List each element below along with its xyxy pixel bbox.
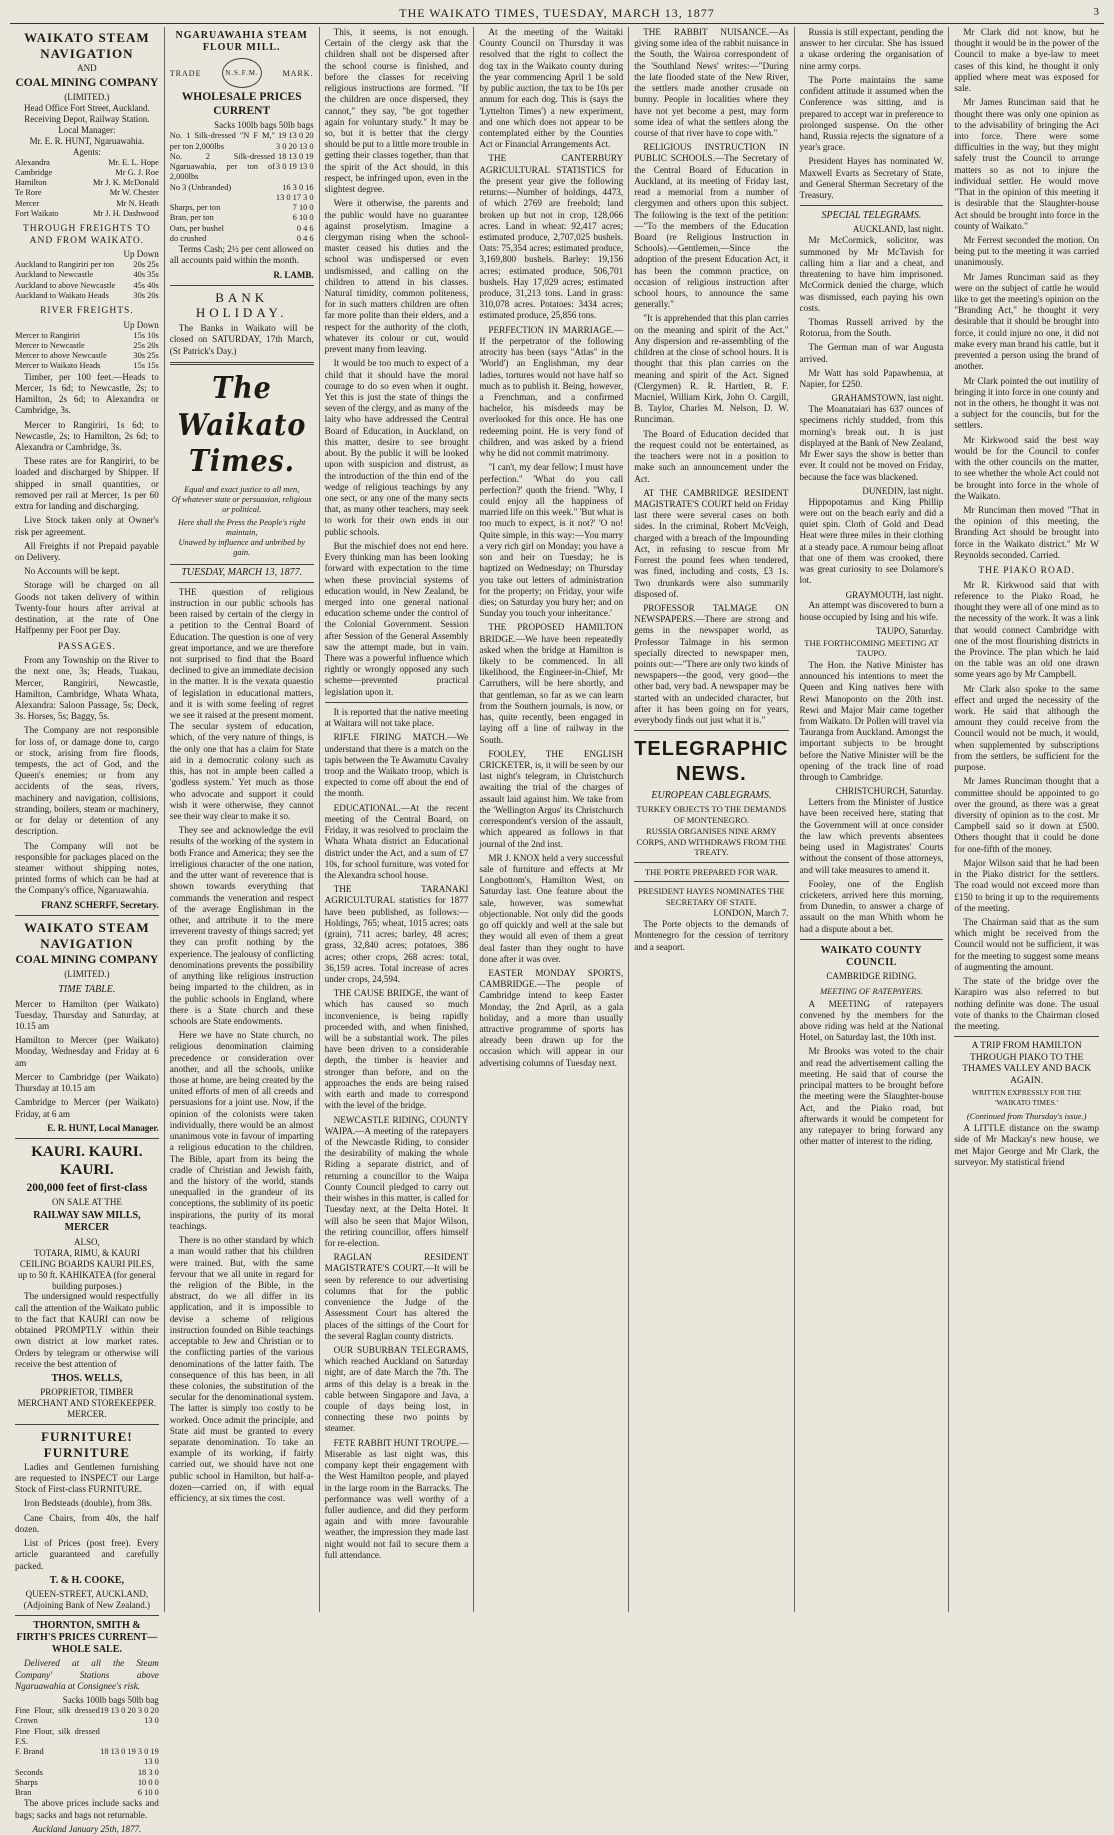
product: Seconds xyxy=(15,1767,43,1777)
table-row xyxy=(170,152,314,183)
live-stock-note: Live Stock taken only at Owner's risk per agreement. xyxy=(15,515,159,537)
time-table-title: TIME TABLE. xyxy=(58,984,116,996)
page-number: 3 xyxy=(1093,6,1100,18)
product: F. Brand xyxy=(15,1747,44,1757)
news-item: THE PROPOSED HAMILTON BRIDGE.—We have been repeatedly asked when the bridge at Hamilton is likely to be commenced. In all likelihood, the Engineer-in-Chief, Mr Carruthers, will be here shortly, and that gentleman, so far as we can learn from the Southern journals, is now, or has, quite recently, been engaged in laying off a line of railway in the South. xyxy=(479,622,624,745)
special-telegrams-title: SPECIAL TELEGRAMS. xyxy=(821,210,922,222)
news-item: RELIGIOUS INSTRUCTION IN PUBLIC SCHOOLS.—The Secretary of the Central Board of Education in Auckland, at its meeting of Friday last, read a memorial from a number of clergymen and others upon this subject. The following is the text of the petition:—"To the members of the Education Board (re Religious Instruction in Schools).—Gentlemen,—Since the adoption of the present Education Act, it has been the common practice, on occasion of religious instruction after school hours, to announce the same generally." xyxy=(634,142,789,310)
column-6 xyxy=(795,27,950,1612)
tsf-note: Delivered at all the Steam Company' Stations above Ngaruawahia at Consignee's risk. xyxy=(15,1658,159,1691)
dateline: AUCKLAND, last night. xyxy=(852,224,944,235)
dateline: GRAYMOUTH, last night. xyxy=(845,589,944,600)
signature-secretary: FRANZ SCHERFF, Secretary. xyxy=(41,899,159,910)
ad2-title: WAIKATO STEAM NAVIGATION xyxy=(24,919,150,951)
river-freights-header: Up Down xyxy=(123,319,159,330)
divider xyxy=(800,939,944,940)
dateline: DUNEDIN, last night. xyxy=(862,485,944,496)
wholesale-terms: Terms Cash; 2½ per cent allowed on all accounts paid within the month. xyxy=(169,244,314,266)
section-headline: THE FORTHCOMING MEETING AT TAUPO. xyxy=(804,637,939,659)
product: do crushed xyxy=(169,233,207,243)
telegraphic-subtitle: EUROPEAN CABLEGRAMS. xyxy=(651,790,772,802)
piako-road-title: THE PIAKO ROAD. xyxy=(978,566,1075,577)
river-freights-table xyxy=(15,331,159,372)
wholesale-table xyxy=(170,131,314,244)
furniture-address-2: (Adjoining Bank of New Zealand.) xyxy=(23,1599,150,1610)
table-row xyxy=(15,188,159,198)
furniture-address: QUEEN-STREET, AUCKLAND, xyxy=(25,1588,149,1599)
county-council-title: WAIKATO COUNTY COUNCIL xyxy=(820,944,923,969)
table-row xyxy=(170,203,314,213)
mark-label: MARK. xyxy=(282,68,314,78)
agent-name: Mr J. H. Dashwood xyxy=(92,208,159,218)
editorial-paragraph: Here we have no State church, no religious denomination claiming precedence or consideration over another, and all the schools, unlike those at home, are being created by the united efforts of men of all creeds and persuasions for a joint use. Now, if the opinion of the colonists were taken individually, there would be an almost unanimous vote in favour of imparting a religious education to the children. The Bible, apart from its being the cradle of Christian and Jewish faith, and the history of the world, stands unequalled in the grandeur of its conceptions, the sublimity of its poetic inspirations, the purity of its moral teachings. xyxy=(169,1030,314,1231)
agent-place: Alexandra xyxy=(15,157,50,167)
price: 7 10 0 xyxy=(292,203,314,213)
ad-manager: Mr. E. R. HUNT, Ngaruawahia. xyxy=(29,135,145,146)
table-row xyxy=(15,1768,159,1778)
editorial-paragraph: It would be too much to expect of a child that it should have the moral courage to do so even when it ought. Yet this is just the state of things the seven of the clergy, and as many of the laity who have addressed the Central Board of Education, in Auckland, on this matter, desire to see brought about. By the public it will be looked upon with suspicion and distrust, as the introduction of the thin end of the wedge of religious teachings by any one sect, or any one of the many sects that, as many other teachers, may seek to work for their own ends in our public schools. xyxy=(324,358,469,537)
trip-subtitle: WRITTEN EXPRESSLY FOR THE 'WAIKATO TIMES.' xyxy=(971,1088,1082,1107)
route: Mercer to Waikato Heads xyxy=(15,361,101,371)
agents-table xyxy=(15,158,159,220)
kauri-signature-title: PROPRIETOR, TIMBER MERCHANT AND STOREKEEPER. xyxy=(17,1387,157,1409)
newspaper-nameplate: The Waikato Times. xyxy=(177,370,307,480)
product: Fine Flour, silk dressed Crown xyxy=(15,1706,100,1726)
news-item: Mr McCormick, solicitor, was summoned by Mr McTavish for calling him a liar and a cheat, and threatening to have him imprisoned. McCormick denied the charge, which was dismissed, each paying his own costs. xyxy=(799,235,944,313)
news-item: MR J. KNOX held a very successful sale of furniture and effects at Mr Longbottom's, Hamilton West, on Saturday last. One feature about the sale, however, was somewhat objectionable. Not only did the goods go off quickly and well at the sale but they would all even of them a great deal faster than they ought to have done after it was over. xyxy=(479,852,624,964)
route: Auckland to Newcastle xyxy=(15,270,94,280)
column-3 xyxy=(320,27,475,1612)
table-row xyxy=(15,1788,159,1798)
kauri-headline: 200,000 feet of first-class xyxy=(26,1182,148,1195)
product: No. 1 Silk-dressed "N F M," per ton 2,000lbs xyxy=(169,131,275,151)
agent-place: Hamilton xyxy=(15,178,47,188)
table-row xyxy=(15,1706,159,1727)
ad-steam-nav-sub: COAL MINING COMPANY xyxy=(15,76,159,89)
editorial-paragraph: This, it seems, is not enough. Certain of the clergy ask that the children shall not be dispersed after the school course is finished, and before the classes for receiving religious instructions are formed. "If the children are once dispersed, they cannot," they say, "be got together again for voluntary study." It may be so, but it is better that the clergy should be put to a little more trouble in getting their classes together, than that the spirit of the Act should, in this respect, be infringed upon, even in the slightest degree. xyxy=(324,27,469,195)
news-item: Mr James Runciman thought that a committee should be appointed to go over the ground, as there was a great diversity of opinion as to the cost. Mr Campbell said so it down at £500. Others thought that it could be done for one-fifth of the money. xyxy=(954,776,1099,854)
news-item: Mr Clark did not know, but he thought it would be in the power of the Council to make a bye-law to meet cases of this kind, he thought it only applied where meat was exposed for sale. xyxy=(954,27,1099,94)
table-row xyxy=(15,1747,159,1768)
news-item: OUR SUBURBAN TELEGRAMS, which reached Auckland on Saturday night, are of date March the 7th. The arms of this delay is a break in the cable between Singapore and Java, a couple of days being lost, in connecting these two points by steamer. xyxy=(324,1344,469,1434)
product: Bran xyxy=(15,1788,32,1798)
tsf-date: Auckland January 25th, 1877. xyxy=(32,1823,142,1834)
news-item: The Board of Education decided that the request could not be entertained, as the teachers were not in a position to make such an announcement under the Act. xyxy=(634,428,789,484)
news-item: Mr Watt has sold Papawhenua, at Napier, for £250. xyxy=(799,367,944,390)
kauri-also: ALSO, xyxy=(74,1236,100,1247)
news-item: The Moanataiari has 637 ounces of specimens richly studded, from this morning's break out. It is just displayed at the Bank of New Zealand, Mr Ewer says the show is better than ever. It could not be moved on Friday, because the face was blackened. xyxy=(799,404,944,482)
wholesale-title: WHOLESALE PRICES CURRENT xyxy=(181,91,302,118)
furniture-item: Iron Bedsteads (double), from 38s. xyxy=(24,1498,153,1509)
editorial-paragraph: But the mischief does not end here. Every thinking man has been looking forward with expectation to the time when these provincial systems of education would, in New Zealand, be merged into one general national education scheme under the control of the Colonial Government. Session after Session of the General Assembly saw the attempt made, but in vain. There was a powerful influence which rightly or wrongly opposed any such scheme—prevented practical legislation upon it. xyxy=(324,540,469,697)
kauri-items: TOTARA, RIMU, & KAURI CEILING BOARDS KAURI PILES, up to 50 ft. KAHIKATEA (for general building purposes.) xyxy=(18,1247,156,1291)
route: Auckland to Waikato Heads xyxy=(15,290,109,300)
price: 0 4 6 xyxy=(296,233,314,243)
storage-note: Storage will be charged on all Goods not taken delivery of within Twenty-four hours after arrival at destination, at the rate of One Halfpenny per Foot per Day. xyxy=(15,580,159,636)
page-header xyxy=(10,6,1104,24)
route: Mercer to Rangiriri xyxy=(15,330,81,340)
news-item: An attempt was discovered to burn a house occupied by Ising and his wife. xyxy=(799,600,944,622)
through-freights-table xyxy=(15,260,159,301)
trip-title: A TRIP FROM HAMILTON THROUGH PIAKO TO THE THAMES VALLEY AND BACK AGAIN. xyxy=(962,1041,1092,1086)
dateline: GRAHAMSTOWN, last night. xyxy=(831,393,944,404)
column-7 xyxy=(949,27,1104,1612)
ad-steam-nav-office: Head Office Fort Street, Auckland. xyxy=(23,102,150,113)
signature-manager: E. R. HUNT, Local Manager. xyxy=(47,1122,159,1133)
column-5 xyxy=(629,27,794,1612)
motto-line: Of whatever state or persuasion, religious or political. xyxy=(171,494,312,514)
rates-note: These rates are for Rangiriri, to be loaded and discharged by Shipper. If shipped in small quantities, or removed per rail at Mercer, 1s per 60 extra for landing and discharging. xyxy=(15,456,159,512)
tsf-table xyxy=(15,1706,159,1798)
news-item: Mr Clark also spoke to the same effect and urged the necessity of the work. He said that although the amount they could receive from the Council would not be much, it would, when supplemented by subscriptions from the settlers, be sufficient for the purpose. xyxy=(954,683,1099,773)
news-item: A MEETING of ratepayers convened by the members for the above riding was held at the National Hotel, on Saturday last, the 10th inst. xyxy=(799,998,944,1043)
divider xyxy=(15,1424,159,1425)
product: No 3 (Unbranded) xyxy=(169,182,232,192)
news-item: "I can't, my dear fellow; I must have perfection." 'What do you call perfection?' quoth the friend. "Why, I could enjoy all the happiness of married life on this week." 'But what is too much to expect, is it not?' 'O no! Quite simple, in this way:—You marry a very rich girl on Monday; you have a son and heir on Tuesday; he is baptized on Wednesday; on Thursday you take out letters of administration for the property; on Friday, your wife dies; on Saturday you bury her; and on Sunday you touch your inheritance.' xyxy=(479,462,624,619)
telegraphic-body: The Porte objects to the demands of Montenegro for the cession of territory and a seaport. xyxy=(634,919,789,952)
table-row xyxy=(15,291,159,301)
agent-name: Mr W. Chester xyxy=(109,188,159,198)
agent-place: Te Rore xyxy=(15,188,42,198)
table-row xyxy=(15,331,159,341)
ad-steam-nav-depot: Receiving Depot, Railway Station. xyxy=(24,113,150,124)
agent-name: Mr N. Heath xyxy=(116,198,159,208)
news-item: Thomas Russell arrived by the Rotorua, from the South. xyxy=(799,316,944,339)
ad2-sub: COAL MINING COMPANY xyxy=(15,954,159,967)
news-item: Mr James Runciman said as they were on the subject of cattle he would like to get the meeting's opinion on the "Branding Act," he thought it very desirable that it should be brought into force, it could injure no one, it did not make every man brand his cattle, but it prevented a person using the brand of another. xyxy=(954,271,1099,372)
table-row xyxy=(15,168,159,178)
table-row xyxy=(170,183,314,204)
product: Sharps, per ton xyxy=(169,203,221,213)
news-item: FOOLEY, THE ENGLISH CRICKETER, is, it will be seen by our last night's telegram, in Christchurch awaiting the trial of the charges of assault laid against him. We take from the 'Wellington Argus' its Christchurch correspondent's version of the assault, which appeared as follows in that journal of the 2nd inst. xyxy=(479,748,624,849)
news-item: "It is apprehended that this plan carries on the meaning and spirit of the Act." Any dispersion and re-assembling of the children at the close of school hours. It is thought that this plan carries on the meaning and spirit of the Act. Signed (Clergymen) R. R. Hartlett, R. F. Macniel, William Kirk, John O. Cargill, B. Taylor, Charles M. Nelson, D. W. Runciman. xyxy=(634,313,789,425)
telegraphic-headline: RUSSIA ORGANISES NINE ARMY CORPS, AND WITHDRAWS FROM THE TREATY. xyxy=(636,826,787,858)
rate: 30s 20s xyxy=(133,290,159,300)
divider xyxy=(15,915,159,916)
table-row xyxy=(170,234,314,244)
price: 0 4 6 xyxy=(296,223,314,233)
furniture-signature: T. & H. COOKE, xyxy=(49,1574,125,1586)
wholesale-signature: R. LAMB. xyxy=(273,269,314,280)
product: Fine Flour, silk dressed F.S. xyxy=(15,1726,100,1746)
bank-holiday-text: The Banks in Waikato will be closed on SATURDAY, 17th March, (St Patrick's Day.) xyxy=(169,323,314,356)
ad-steam-nav-and: AND xyxy=(77,62,97,73)
rate: 45s 40s xyxy=(133,280,159,290)
news-item: Mr Clark pointed the out inutility of bringing it into force in one county and not in the others, he thought it was not a subject for the councils, but for the settlers. xyxy=(954,375,1099,431)
motto-line: Here shall the Press the People's right maintain, xyxy=(177,518,306,538)
telegraphic-news-title: TELEGRAPHIC NEWS. xyxy=(634,738,789,785)
agent-place: Cambridge xyxy=(15,167,53,177)
divider xyxy=(15,1138,159,1139)
news-item: Mr Ferrest seconded the motion. On being put to the meeting it was carried unanimously. xyxy=(954,234,1099,268)
news-item: THE CANTERBURY AGRICULTURAL STATISTICS for the present year give the following returns:—Number of holdings, 4473, of which 2769 are freehold; land broken up but not in crop, 128,066 acres. Land in wheat: 92,417 acres; estimated produce, 2,707,025 bushels. Oats: 75,354 acres; estimated produce, 3,169,800 bushels. Barley: 19,156 acres; estimated produce, 506,701 bushels. Hay 17,029 acres; estimated produce, 31,213 tons. Land in grass: 310,078 acres. Potatoes: 3434 acres; estimated produce, 25,856 tons. xyxy=(479,153,624,321)
editorial-dateline: TUESDAY, MARCH 13, 1877. xyxy=(170,564,314,582)
table-row xyxy=(15,270,159,280)
passages-text: From any Township on the River to the next one, 3s; Heads, Tuakau, Mercer, Rangiriri, Newcastle, Hamilton, Cambridge, Whata Whata, Alexandra: Saloon Passage, 5s; Deck, 3s. Horses, 5s; Baggy, 5s. xyxy=(15,655,159,722)
editorial-paragraph: THE question of religious instruction in our public schools has been raised by certain of the clergy in a petition to the Central Board of Education. The question is one of very great importance, and we are therefore not surprised to find that the Board declined to give an immediate decision in the matter. It is the vexata quaestio of legislation in educational matters, and it is with some feeling of regret we see it raised at the present moment. The secular system of education, which, of the very nature of things, is the only one that has a claim for State aid in a democratic colony such as this, has not in ample been called a 'godless system.' Yet much as those who advocate and support it could wish it were otherwise, they cannot see their way clear to make it so. xyxy=(169,586,314,822)
through-freights-title: THROUGH FREIGHTS TO AND FROM WAIKATO. xyxy=(22,224,151,246)
ad-steam-nav-ltd: (LIMITED.) xyxy=(64,91,110,102)
rate: 30s 25s xyxy=(133,351,159,361)
product: Bran, per ton xyxy=(169,213,214,223)
table-row xyxy=(15,1727,159,1748)
news-item: It is reported that the native meeting at Waitara will not take place. xyxy=(324,706,469,729)
news-item: President Hayes has nominated W. Maxwell Evarts as Secretary of State, and General Sherman Secretary of the Treasury. xyxy=(799,156,944,201)
ad2-ltd: (LIMITED.) xyxy=(64,969,110,980)
news-item: PROFESSOR TALMAGE ON NEWSPAPERS.—There are strong and gems in the newspaper world, as Professor Talmage in his sermon specially directed to newspaper men, points out:—"There are only two kinds of newspapers—the good, very good—the other bad, very bad. A newspaper may be started with an undecided character, but after it has been going on for years, everybody finds out just what it is." xyxy=(634,602,789,726)
news-item: The Chairman said that as the sum which might be received from the Council would not be sufficient, it was for the meeting to suggest some means of augmenting the amount. xyxy=(954,916,1099,972)
product: Oats, per bushel xyxy=(169,223,224,233)
freight-note: All Freights if not Prepaid payable on Delivery. xyxy=(15,540,159,562)
news-item: Hippopotamus and King Phillip were out on the beach early and did a quiet spin. Cloth of Gold and Dead Heat were three miles in their clothing at a steady pace. A rumour being afloat that one of them was crooked, there was great curiosity to see Dolamore's lot. xyxy=(799,496,944,586)
furniture-title: FURNITURE! FURNITURE xyxy=(41,1429,133,1460)
news-item: Major Wilson said that he had been in the Piako district for the settlers. The road would not exceed more than £150 to bring it up to the requirements of the meeting. xyxy=(954,857,1099,913)
rate: 15s 10s xyxy=(133,330,159,340)
furniture-item: List of Prices (post free). Every article guaranteed and carefully packed. xyxy=(15,1538,159,1571)
news-item: Letters from the Minister of Justice have been received here, stating that the Government will at once consider the law which prevents absentees being used in Magistrates' Courts without the consent of those attorneys, and will take measures to amend it. xyxy=(799,797,944,875)
mercer-note: Mercer to Rangiriri, 1s 6d; to Newcastle, 2s; to Hamilton, 2s 6d; to Alexandra or Cambridge, 3s. xyxy=(15,419,159,452)
agent-name: Mr J. K. McDonald xyxy=(92,178,159,188)
price: 19 13 0 20 3 0 20 13 0 xyxy=(100,1706,159,1726)
column-2 xyxy=(165,27,320,1612)
news-item: Russia is still expectant, pending the answer to her circular. She has issued a ukase ordering the organisation of nine army corps. xyxy=(799,27,944,71)
product: No. 2 Silk-dressed Ngaruawahia, per ton of 2,000lbs xyxy=(169,151,275,182)
tsf-title: THORNTON, SMITH & FIRTH'S PRICES CURRENT—WHOLE SALE. xyxy=(16,1619,158,1656)
news-item: Mr Runciman then moved "That in the opinion of this meeting, the Branding Act should be brought into force in the Waikato district." Mr W Reynolds seconded. Carried. xyxy=(954,504,1099,560)
news-item: PERFECTION IN MARRIAGE.—If the perpetrator of the following atrocity has been (says "Atlas" in the 'World') an Englishman, my dear ladies, tortures would not have half so much as to publish it. Being, however, a Frenchman, and a confirmed bachelor, his misdeeds may be overlooked for this once. He has one redeeming point. He is very fond of children, and was asked by a friend why he did not commit matrimony. xyxy=(479,324,624,459)
ad-manager-label: Local Manager: xyxy=(58,124,116,135)
news-item: EASTER MONDAY SPORTS, CAMBRIDGE.—The people of Cambridge intend to keep Easter Monday, the 2nd April, as a gala holiday, and a more than usually attractive programme of sports has already been drawn up for the occasion which will appear in our advertising columns of Tuesday next. xyxy=(479,967,624,1068)
price: 10 0 0 xyxy=(137,1777,159,1787)
news-item: Mr R. Kirkwood said that with reference to the Piako Road, he thought they were all of one mind as to the necessity of the work. It was a link that would connect Cambridge with one of the most flourishing districts in the Province. The plan which he laid on the table was an old one drawn some years ago by Mr Campbell. xyxy=(954,579,1099,680)
kauri-title: KAURI. KAURI. KAURI. xyxy=(31,1143,143,1178)
kauri-sale: ON SALE AT THE xyxy=(51,1197,122,1208)
county-meeting-label: MEETING OF RATEPAYERS. xyxy=(820,986,923,997)
price xyxy=(100,1727,159,1748)
news-item: Fooley, one of the English cricketers, arrived here this morning, from Dunedin, to answer a charge of assault on the man Whith whom he had a dispute about a bet. xyxy=(799,878,944,934)
news-item: RIFLE FIRING MATCH.—We understand that there is a match on the tapis between the Te Awamutu Cavalry troop and the Waikato troop, which is expected to come off about the end of the month. xyxy=(324,732,469,799)
table-row xyxy=(170,131,314,152)
timber-note: Timber, per 100 feet.—Heads to Mercer, 1s 6d; to Newcastle, 2s; to Hamilton, 2s 6d; to Alexandra or Cambridge, 3s. xyxy=(15,371,159,416)
motto-line: Unawed by influence and unbribed by gain. xyxy=(178,538,305,558)
river-freights-title: RIVER FREIGHTS. xyxy=(40,306,134,317)
price: 18 13 0 19 3 0 19 13 0 xyxy=(275,151,314,172)
kauri-location: MERCER. xyxy=(67,1409,107,1420)
furniture-body: Ladies and Gentlemen furnishing are requested to INSPECT our Large Stock of First-class FURNITURE. xyxy=(15,1461,159,1495)
furniture-item: Cane Chairs, from 40s, the half dozen. xyxy=(15,1512,159,1534)
column-1 xyxy=(10,27,165,1834)
kauri-signature: THOS. WELLS, xyxy=(51,1373,123,1385)
divider xyxy=(954,1036,1099,1037)
telegraphic-dateline: LONDON, March 7. xyxy=(713,908,789,919)
news-item: FETE RABBIT HUNT TROUPE.—Miserable as last night was, this company kept their engagement with the West Hamilton people, and played in the large room in the Barracks. The performance was well worthy of a fuller audience, and did they perform again and with more favourable weather, the impression they made last night would not fail to secure them a full attendance. xyxy=(324,1437,469,1560)
news-item: The Porte maintains the same confident attitude it assumed when the Conference was sitting, and is prepared to accept war in preference to prolonged suspense. On the other hand, Russia rejects the signature of a year's grace. xyxy=(799,74,944,153)
table-row xyxy=(15,260,159,270)
timetable-row: Mercer to Hamilton (per Waikato) Tuesday, Thursday and Saturday, at 10.15 am xyxy=(15,998,159,1031)
news-item: A LITTLE distance on the swamp side of Mr Mackay's new house, we met Major George and Mr Clark, the surveyor. My statistical friend xyxy=(954,1123,1099,1167)
news-item: NEWCASTLE RIDING, COUNTY WAIPA.—A meeting of the ratepayers of the Newcastle Riding, to consider the desirability of making the whole Riding a separate district, and of returning a councillor to the Waipa County Council pledged to carry out their wishes in this matter, is called for Tuesday next, at the Delta Hotel. It will also be seen that Major Wilson, the retiring councillor, offers himself for re-election. xyxy=(324,1114,469,1248)
editorial-paragraph: Were it otherwise, the parents and the public would have no guarantee against proselytism. Imagine a clergyman rising when the school-master ceased his duties and the school was undispersed or even undismissed, and calling on the children to attend in his classes. Natural timidity, common politeness, for in such matters children are often far more polite than their elders, and a respect for the authority of the cloth, whatever its colour or cut, would prevent many from leaving. xyxy=(324,198,469,355)
route: Mercer to Newcastle xyxy=(15,340,85,350)
route: Auckland to above Newcastle xyxy=(15,280,116,290)
news-item: Mr Brooks was voted to the chair and read the advertisement calling the meeting. He said that of course the principal matters to be brought before the meeting were the Slaughter-house Act, and the Piako road, but afterwards it would be competent for any ratepayer to bring forward any other matter of interest to the riding. xyxy=(799,1046,944,1147)
kauri-mills: RAILWAY SAW MILLS, MERCER xyxy=(33,1210,141,1234)
table-row xyxy=(15,1778,159,1788)
divider xyxy=(15,1615,159,1616)
timetable-row: Mercer to Cambridge (per Waikato) Thursday at 10.15 am xyxy=(15,1071,159,1094)
kauri-body: The undersigned would respectfully call the attention of the Waikato public to the fact that KAURI can now be obtained PROMPTLY within their own district at low market rates. Orders by telegram or otherwise will receive the best attention of xyxy=(15,1291,159,1369)
agent-name: Mr G. J. Roe xyxy=(115,167,159,177)
mill-title: NGARUAWAHIA STEAM FLOUR MILL. xyxy=(175,30,308,54)
trip-continued: (Continued from Thursday's issue.) xyxy=(966,1110,1087,1121)
county-council-subtitle: CAMBRIDGE RIDING. xyxy=(826,971,917,982)
news-item: The Hon. the Native Minister has announced his intentions to meet the Queen and King natives here with Rewi Manoponto on the 20th inst. Rewi and Major Mair came together from Waikato. Dr Pollen will travel via Tauranga from Auckland. Amongst the important subjects to be brought before the Native Minister will be the opening of the track line of road through to Cambridge. xyxy=(799,659,944,783)
column-4 xyxy=(474,27,629,1612)
table-row xyxy=(15,341,159,351)
news-item: THE TARANAKI AGRICULTURAL statistics for 1877 have been published, as follows:—Holdings, 765; wheat, 1015 acres; oats (grain), 711 acres; barley, 48 acres; grass, 32,840 acres; potatoes, 386 acres; other crops, 268 acres: total, 36,159 acres. Total increase of acres under crops, 24,594. xyxy=(324,884,469,984)
timetable-row: Hamilton to Mercer (per Waikato) Monday, Wednesday and Friday at 6 am xyxy=(15,1035,159,1068)
table-row xyxy=(170,224,314,234)
news-item: RAGLAN RESIDENT MAGISTRATE'S COURT.—It will be seen by reference to our advertising columns that for the public convenience the Judge of the Assessment Court has altered the places of the sittings of the Court for the several Raglan county districts. xyxy=(324,1252,469,1341)
dateline: TAUPO, Saturday. xyxy=(875,625,944,636)
table-row xyxy=(15,199,159,209)
divider xyxy=(634,730,788,731)
editorial-paragraph: They see and acknowledge the evil results of the working of the system in both France and America; they see the irreligious character of the one nation, and the utter want of reverence that is shown towards everything that commands the veneration and respect of the average Englishman in the other, and attribute it to the mere irreverent travesty of things sacred; yet they can profit nothing by the experience. The jealousy of conflicting denominations prevents the possibility of anything like religious instruction being imparted to the children, as in the public schools in England, where there is a State church and these schools are State endowments. xyxy=(169,825,314,1026)
news-item: THE CAUSE BRIDGE, the want of which has caused so much inconvenience, is being rapidly proceeded with, and when finished, will be a substantial work. The piles have been driven to a considerable depth, the timber is heavier and stronger than before, and on the approaches the ends are being raised with earth and made to correspond with the level of the bridge. xyxy=(324,988,469,1111)
news-item: The state of the bridge over the Karapiro was also referred to but nothing definite was done. The usual vote of thanks to the Chairman closed the meeting. xyxy=(954,976,1099,1031)
price: 18 3 0 xyxy=(137,1767,159,1777)
rate: 15s 15s xyxy=(133,361,159,371)
table-row xyxy=(15,351,159,361)
news-item: EDUCATIONAL.—At the recent meeting of the Central Board, on Friday, it was resolved to proclaim the Whata Whata district an Educational district under the Act, and a sum of £7 10s, for school furniture, was voted for the Alexandra school house. xyxy=(324,802,469,880)
trade-label: TRADE xyxy=(169,68,202,78)
table-row xyxy=(15,281,159,291)
ad-agents-label: Agents: xyxy=(72,146,101,157)
wholesale-header: Sacks 100lb bags 50lb bags xyxy=(214,120,314,131)
price: 16 3 0 16 13 0 17 3 0 xyxy=(275,182,314,202)
through-freights-header: Up Down xyxy=(123,249,159,260)
bank-holiday-title: BANK HOLIDAY. xyxy=(195,289,288,321)
divider xyxy=(634,862,788,863)
news-item: The German man of war Augusta arrived. xyxy=(799,342,944,364)
trade-seal-icon xyxy=(222,58,262,88)
timetable-row: Cambridge to Mercer (per Waikato) Friday, at 6 am xyxy=(15,1097,159,1119)
seal-text: N.S.F.M. xyxy=(225,69,259,78)
editorial-paragraph: There is no other standard by which a man would rather that his children were trained. But, with the same fervour that we all unite in regard for the religion of the Bible, in the abstract, do we all differ in its application, and it is impossible to devise a scheme of religious instruction founded on Bible teachings acceptable to Jew and Christian or to the conflicting parties of the various denominations of the latter faith. The consequence of this has been, in all these colonies, the substitution of the secular for the denominational system. The latter is simply too costly to be worked. Once admit the principle, and State aid must be granted to every separate denomination. To take an example of its working, if fairly carried out, we should have not one public school in Hamilton, but half-a-dozen—carried on, if with equal efficiency, at six times the cost. xyxy=(169,1235,314,1504)
route: Mercer to above Newcastle xyxy=(15,351,107,361)
price: 6 10 0 xyxy=(292,213,314,223)
table-row xyxy=(15,361,159,371)
liability-note: The Company are not responsible for loss of, or damage done to, cargo or stock, arising from fire floods, tempests, the act of God, and the Queen's enemies; or from any accidents of the seas, rivers, machinery and navigation, collisions, stranding, boilers, steam or machinery, or for delay or detention of any description. xyxy=(15,725,159,837)
price: 18 13 0 19 3 0 19 13 0 xyxy=(100,1747,159,1767)
accounts-note: No Accounts will be kept. xyxy=(24,566,120,577)
agent-place: Mercer xyxy=(15,198,40,208)
divider xyxy=(170,285,314,286)
news-item: AT THE CAMBRIDGE RESIDENT MAGISTRATE'S COURT held on Friday last there were several cases on both sides. In the criminal, Robert McVeigh, charged with a breach of the Impounding Act, in refusing to rescue from Mr Forrest the pound fees when tendered, was fined, including and costs, £3 1s. Two drunkards were also summarily disposed of. xyxy=(634,487,789,599)
tsf-header: Sacks 100lb bags 50lb bag xyxy=(62,1695,159,1706)
rate: 25s 20s xyxy=(133,340,159,350)
divider xyxy=(325,702,469,703)
telegraphic-headline: TURKEY OBJECTS TO THE DEMANDS OF MONTENEGRO. xyxy=(636,804,787,825)
divider xyxy=(170,362,314,365)
news-item: At the meeting of the Waitaki County Council on Thursday it was resolved that the right to collect the dog tax in the Waikato county during the year commencing April 1 be sold by public auction, the tax to be 10s per annum for each dog. This is (says the 'Lyttelton Times') a new experiment, and one which does not appear to be contemplated either by the Counties Act or Financial Arrangements Act. xyxy=(479,27,624,150)
page-header-title: THE WAIKATO TIMES, TUESDAY, MARCH 13, 1877 xyxy=(399,6,715,20)
news-item: THE RABBIT NUISANCE.—As giving some idea of the rabbit nuisance in the South, the Wairoa correspondent of the 'Southland News' writes:—"During the late flooded state of the New River, the settlers made another crusade on bunny. People in localities where they have not yet become a pest, may form some idea of what the settlers along the course of that river have to cope with." xyxy=(634,27,789,138)
news-item: Mr James Runciman said that he thought there was only one opinion as to the advisability of bringing the Act into force. There were some difficulties in the way, but they might safely trust the Council to arrange matters so as not to injure the individual settler. He would move "That in the opinion of this meeting it is desirable that the Slaughter-house Act should be brought into force in the county of Waikato." xyxy=(954,97,1099,231)
product: Sharps xyxy=(15,1777,38,1787)
agent-name: Mr. E. L. Hope xyxy=(108,157,159,167)
ad-steam-nav-title: WAIKATO STEAM NAVIGATION xyxy=(24,30,150,61)
news-item: Mr Kirkwood said the best way would be for the Council to confer with the other councils on the matter, to see whether the whole Act could not be brought into force in the whole of the Waikato. xyxy=(954,434,1099,501)
tsf-footnote: The above prices include sacks and bags; sacks and bags not returnable. xyxy=(15,1798,159,1820)
passages-title: PASSAGES. xyxy=(57,641,116,652)
price: 19 13 0 20 3 0 20 13 0 xyxy=(275,131,314,151)
agent-place: Fort Waikato xyxy=(15,208,59,218)
rate: 40s 35s xyxy=(133,270,159,280)
rate: 20s 25s xyxy=(133,260,159,270)
liability-note-2: The Company will not be responsible for packages placed on the steamer without shipping notes, printed forms of which can be had at the Company's office, Ngaruawahia. xyxy=(15,840,159,896)
table-row xyxy=(15,178,159,188)
divider xyxy=(800,205,944,206)
table-row xyxy=(15,209,159,219)
telegraphic-headline: THE PORTE PREPARED FOR WAR. xyxy=(644,866,778,877)
route: Auckland to Rangiriri per ton xyxy=(15,260,115,270)
dateline: CHRISTCHURCH, Saturday. xyxy=(835,786,944,797)
divider xyxy=(634,881,788,882)
price: 6 10 0 xyxy=(137,1788,159,1798)
trade-mark xyxy=(170,58,314,88)
motto-line: Equal and exact justice to all men, xyxy=(184,484,300,494)
telegraphic-headline: PRESIDENT HAYES NOMINATES THE SECRETARY OF STATE. xyxy=(638,886,785,907)
table-row xyxy=(15,158,159,168)
table-row xyxy=(170,213,314,223)
